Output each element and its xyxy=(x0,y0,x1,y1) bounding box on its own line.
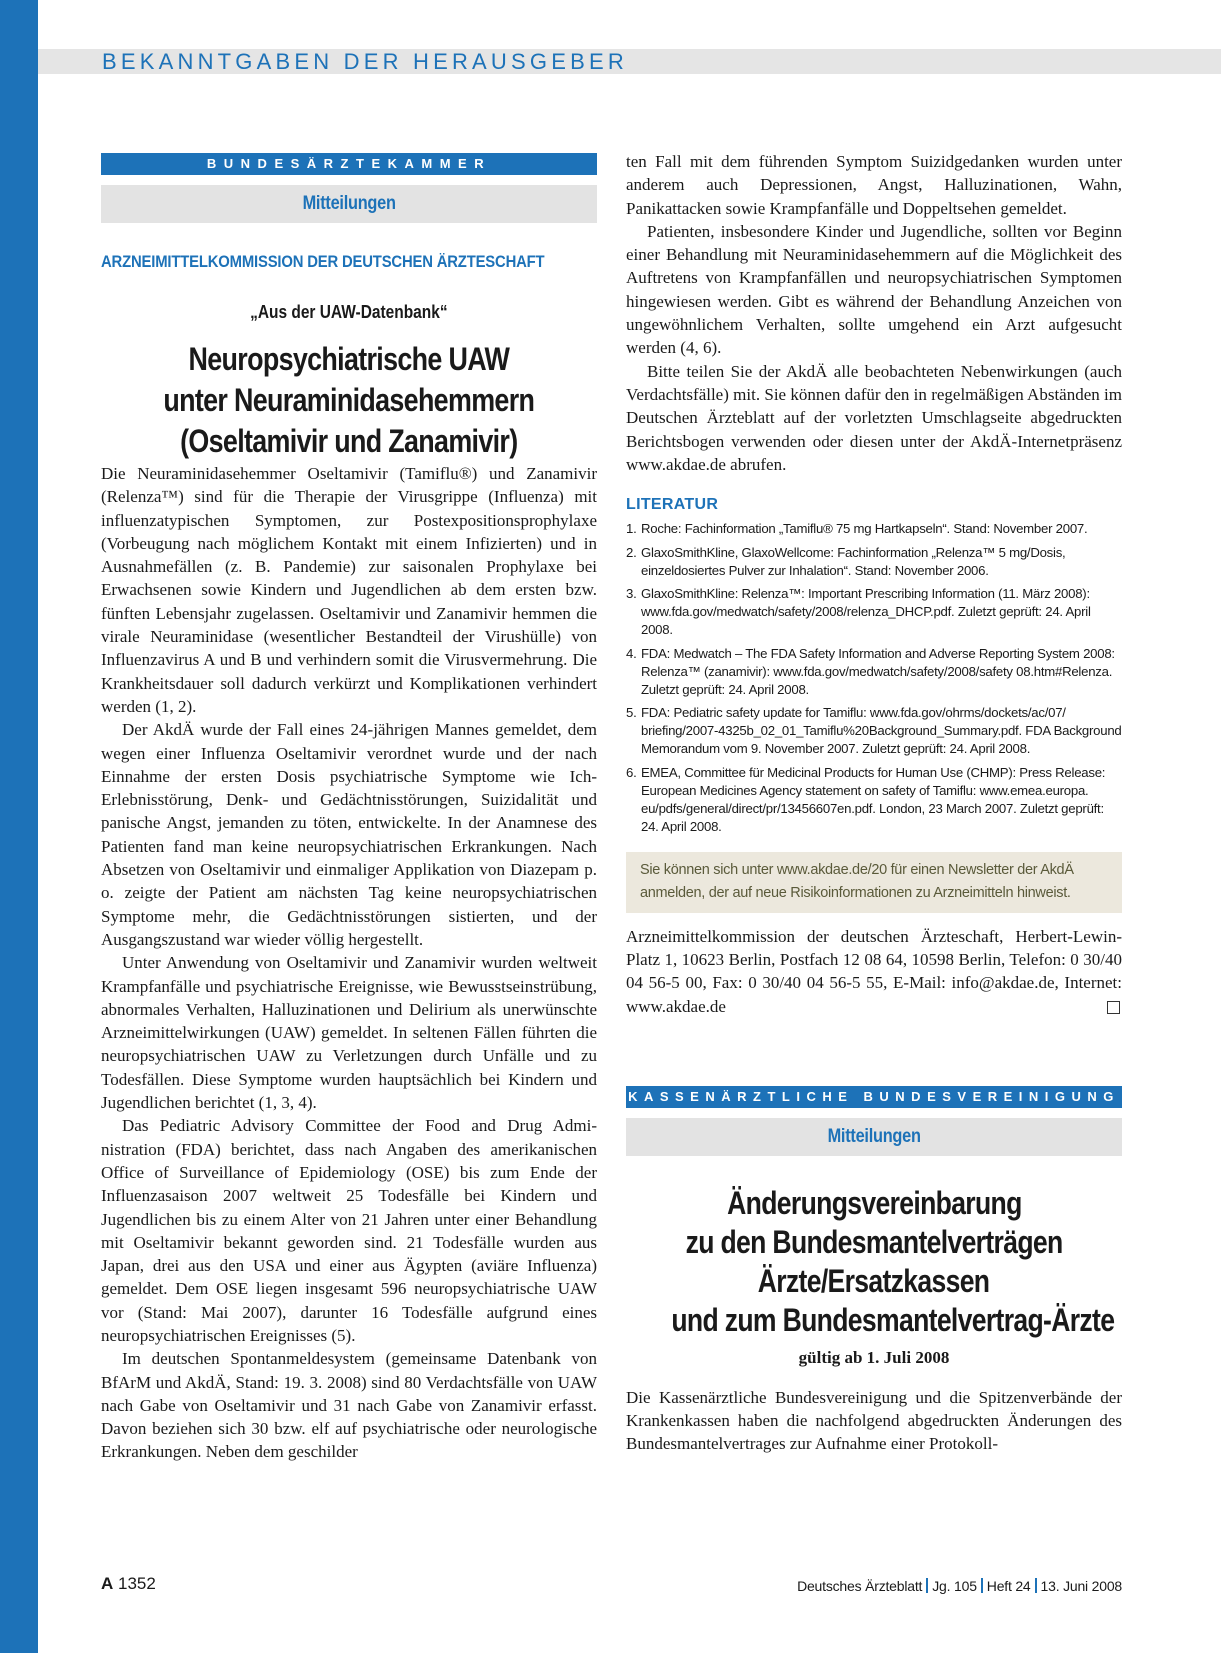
title-line-1: Änderungsvereinbarung xyxy=(726,1184,1022,1221)
title-line-1: Neuropsychiatrische UAW xyxy=(188,341,510,377)
body-paragraph: Bitte teilen Sie der AkdÄ alle beobachteten Nebenwirkungen (auch Verdachtsfälle) mit. Sie können dafür den in regelmäßigen Abständen im Deutschen Ärzteblatt auf der vorletzten Umschlagseite abgedruckten Berichtsbogen verwenden oder diesen unter der AkdÄ-Internetpräsenz www.akdae.de abrufen. xyxy=(626,361,1122,474)
journal-volume: Jg. 105 xyxy=(932,1578,977,1594)
reference-text: FDA: Medwatch – The FDA Safety Information and Adverse Reporting System 2008: Relenza™ (zanamivir): www.fda.gov/medwatch/safety/2008/safety 08.htm#Relenza. Zuletzt geprüft: 24. April 2008. xyxy=(641,645,1115,697)
title-line-2: unter Neuraminidasehemmern xyxy=(163,382,535,418)
body-paragraph: Die Neuraminidasehemmer Oseltamivir (Tamiflu®) und Zanamivir (Relenza™) sind für die Therapie der Virusgrippe (Influenza) mit influenzatypischen Symptomen, zur Postexpositionsprophylaxe (Vorbeugung nach möglichem Kontakt mit einem Infizierten) und in Ausnahmefällen (z. B. Pandemie) zur saisonalen Prophylaxe bei Erwachsenen sowie Kindern und Jugendlichen ab dem ersten bzw. fünften Lebensjahr zugelassen. Oseltamivir und Zanamivir hemmen die virale Neuraminidase (wesentlicher Bestandteil der Virushülle) von Influenzavirus A und B und verhindern somit die Virusvermehrung. Die Krankheitsdauer soll dadurch verkürzt und Komplikationen verhindert werden (1, 2). xyxy=(101,464,597,716)
section-label: Mitteilungen xyxy=(827,1125,921,1147)
title-line-3: (Oseltamivir und Zanamivir) xyxy=(180,423,518,459)
body-paragraph: Der AkdÄ wurde der Fall eines 24-jährigen Mannes gemeldet, dem wegen einer Influenza Oseltamivir verordnet wurde und der nach Einnahme der ersten Dosis psychiatrische Symptome wie Ich-Erlebnisstörung, Denk- und Gedächtnisstörungen, Suizidalität und panische Angst, jemanden zu töten, entwickelte. In der Anamnese des Patienten fand man keine neuropsychiatrischen Erkrankungen. Nach Absetzen von Oseltamivir und einmaliger Applikation von Diazepam p. o. zeigte der Patient am nächsten Tag keine neuropsychiatrischen Symptome mehr, die Gedächtnisstörungen sistierten, und der Ausgangszustand war wieder völlig hergestellt. xyxy=(101,720,597,949)
reference-number: 6. xyxy=(626,764,637,780)
contact-text: Arzneimittelkommission der deutschen Ärzteschaft, Herbert-Lewin-Platz 1, 10623 Berlin, Postfach 12 08 64, 10598 Berlin, Telefon: 0 30/40 04 56-5 00, Fax: 0 30/40 04 56-5 55, E-Mail: info@akdae.de, Internet: www.akdae.de xyxy=(626,926,1122,1016)
reference-text: Roche: Fachinformation „Tamiflu® 75 mg Hartkapseln“. Stand: November 2007. xyxy=(641,521,1088,537)
footer-separator xyxy=(926,1578,928,1593)
section-label-bar xyxy=(626,1118,1122,1156)
journal-footer xyxy=(797,1578,1122,1594)
org-bar-kbv: KASSENÄRZTLICHE BUNDESVEREINIGUNG xyxy=(626,1086,1122,1108)
reference-number: 1. xyxy=(626,521,637,537)
title-line-2: zu den Bundesmantelverträgen xyxy=(685,1223,1063,1260)
reference-number: 5. xyxy=(626,705,637,721)
body-paragraph: Die Kassenärztliche Bundesvereinigung und die Spitzenverbände der Krankenkassen haben die nachfolgend abgedruckten Änderungen des Bundesmantelvertrages zur Aufnahme einer Protokoll- xyxy=(626,1387,1122,1454)
newsletter-notice: Sie können sich unter www.akdae.de/20 für einen Newsletter der AkdÄ anmelden, der auf neue Risikoinformationen zu Arzneimitteln hinweist. xyxy=(626,852,1122,913)
footer-separator xyxy=(1035,1578,1037,1593)
body-paragraph: Patienten, insbesondere Kinder und Jugendliche, sollten vor Beginn einer Behandlung mit Neuraminidasehemmern auf die Möglichkeit des Auftretens von Krampfanfällen und neuropsychiatrischen Symptomen hingewiesen werden. Gibt es während der Behandlung Anzeichen von ungewöhnlichem Verhalten, sollte umgehend ein Arzt aufgesucht werden (4, 6). xyxy=(626,221,1122,358)
left-column xyxy=(101,153,597,1464)
reference-item xyxy=(626,544,1122,580)
reference-item xyxy=(626,645,1122,699)
body-paragraph: ten Fall mit dem führenden Symptom Suizidgedanken wurden unter anderem auch Depressionen, Angst, Halluzinationen, Wahn, Panikattacken sowie Krampfanfälle und Doppeltsehen gemeldet. xyxy=(626,152,1122,218)
department-heading-text: ARZNEIMITTELKOMMISSION DER DEUTSCHEN ÄRZTESCHAFT xyxy=(101,253,545,271)
right-column xyxy=(626,150,1122,1456)
org-bar-baek: BUNDESÄRZTEKAMMER xyxy=(101,153,597,175)
body-paragraph: Unter Anwendung von Oseltamivir und Zanamivir wurden weltweit Krampfanfälle und psychiatrische Ereignisse, wie Bewusstseinstrübung, abnormales Verhalten, Halluzinationen und Delirium als unerwünschte Arzneimittelwirkungen (UAW) gemeldet. In seltenen Fällen führten die neuropsychiatrischen UAW zu Verletzungen durch Unfälle und zu Todesfällen. Diese Symptome wurden hauptsächlich bei Kindern und Jugendlichen berichtet (1, 3, 4). xyxy=(101,953,597,1113)
left-margin-bar xyxy=(0,0,38,1653)
journal-date: 13. Juni 2008 xyxy=(1040,1578,1122,1594)
page-number xyxy=(101,1574,156,1594)
reference-item xyxy=(626,704,1122,758)
department-heading xyxy=(101,253,597,272)
reference-number: 2. xyxy=(626,544,637,560)
reference-item xyxy=(626,520,1122,538)
reference-item xyxy=(626,585,1122,639)
reference-text: GlaxoSmithKline, GlaxoWellcome: Fachinformation „Relenza™ 5 mg/Dosis, einzeldosiertes Pulver zur Inhalation“. Stand: November 2006. xyxy=(641,544,1066,578)
section-header: BEKANNTGABEN DER HERAUSGEBER xyxy=(102,49,628,74)
reference-text: EMEA, Committee für Medicinal Products for Human Use (CHMP): Press Release: European Medicines Agency statement on safety of Tamiflu: www.emea.europa. eu/pdfs/general/direct/pr/13456607en.pdf. London, 23 March 2007. Zuletzt geprüft: 24. April 2008. xyxy=(641,764,1106,834)
reference-number: 4. xyxy=(626,645,637,661)
body-paragraph: Das Pediatric Advisory Committee der Food and Drug Administration (FDA) berichtet, dass nach Angaben des amerikanischen Office of Surveillance of Epidemiology (OSE) bis zum Ende der Influenzasaison 2007 weltweit 25 Todesfälle bei Kindern und Jugendlichen bis zu einem Alter von 21 Jahren unter einer Behandlung mit Oseltamivir bekannt geworden sind. 21 Todesfälle wurden aus Japan, drei aus den USA und einer aus Ägypten (aviäre Influenza) gemeldet. Dem OSE liegen insgesamt 596 neuropsychiatrische UAW vor (Stand: Mai 2007), darunter 16 Todesfälle aufgrund eines neuropsychiatrischen Ereignisses (5). xyxy=(101,1116,597,1345)
journal-name: Deutsches Ärzteblatt xyxy=(797,1578,923,1594)
section-label: Mitteilungen xyxy=(302,193,396,214)
footer-separator xyxy=(981,1578,983,1593)
article-title xyxy=(626,1184,1122,1340)
reference-item xyxy=(626,764,1122,836)
reference-text: GlaxoSmithKline: Relenza™: Important Prescribing Information (11. März 2008): www.fda.gov/medwatch/safety/2008/relenza_DHCP.pdf. Zuletzt geprüft: 24. April 2008. xyxy=(641,586,1091,638)
reference-list xyxy=(626,520,1122,836)
article-title xyxy=(101,339,597,462)
literature-heading: LITERATUR xyxy=(626,496,719,514)
page-number-value: 1352 xyxy=(118,1574,156,1593)
page-prefix: A xyxy=(101,1574,114,1593)
reference-text: FDA: Pediatric safety update for Tamiflu: www.fda.gov/ohrms/dockets/ac/07/ briefing/2007-4325b_02_01_Tamiflu%20Background_Summary.pdf. FDA Background Memorandum vom 9. November 2007. Zuletzt geprüft: 24. April 2008. xyxy=(641,705,1122,757)
kicker xyxy=(101,302,597,323)
title-line-3: Ärzte/Ersatzkassen xyxy=(758,1262,990,1299)
title-line-4: und zum Bundesmantelvertrag-Ärzte xyxy=(671,1301,1115,1338)
kbv-article xyxy=(626,1086,1122,1456)
reference-number: 3. xyxy=(626,586,637,602)
section-label-bar xyxy=(101,185,597,223)
contact-info xyxy=(626,925,1122,1018)
kicker-text: „Aus der UAW-Datenbank“ xyxy=(250,302,448,322)
journal-issue: Heft 24 xyxy=(986,1578,1031,1594)
end-mark-icon xyxy=(1107,1001,1120,1014)
body-paragraph: Im deutschen Spontanmeldesystem (gemeinsame Datenbank von BfArM und AkdÄ, Stand: 19. 3. 2008) sind 80 Verdachtsfälle von UAW nach Gabe von Oseltamivir und 31 nach Gabe von Zanamivir erfasst. Davon beziehen sich 30 bzw. elf auf psychiatrische oder neurologische Erkrankungen. Neben dem geschilder xyxy=(101,1349,597,1462)
valid-from: gültig ab 1. Juli 2008 xyxy=(798,1347,950,1367)
